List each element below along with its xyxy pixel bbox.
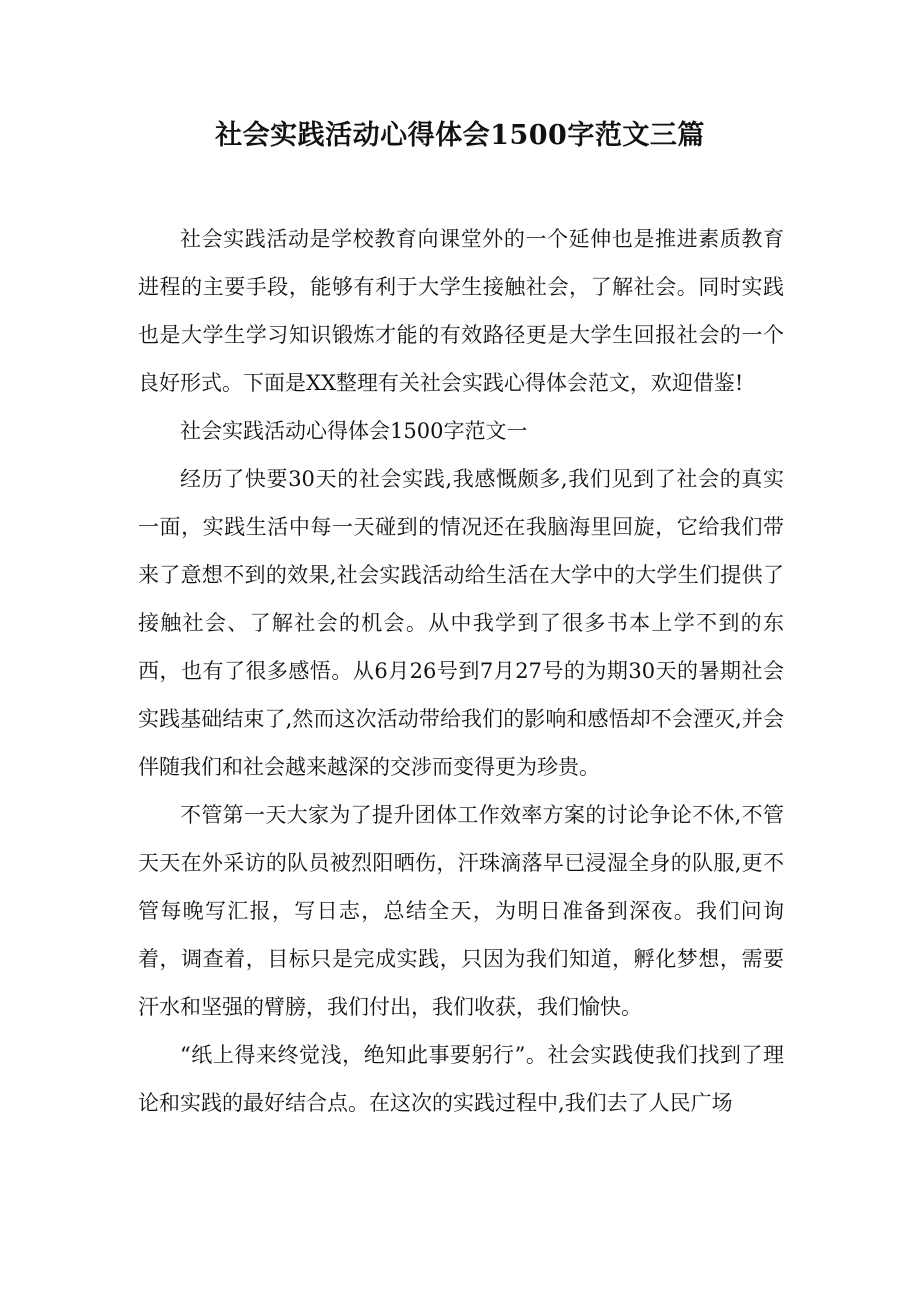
document-body	[138, 215, 784, 1127]
paragraph-quote: “纸上得来终觉浅，绝知此事要躬行”。社会实践使我们找到了理论和实践的最好结合点。在这次的实践过程中,我们去了人民广场	[138, 1043, 784, 1115]
paragraph-intro: 社会实践活动是学校教育向课堂外的一个延伸也是推进素质教育进程的主要手段，能够有利于大学生接触社会，了解社会。同时实践也是大学生学习知识锻炼才能的有效路径更是大学生回报社会的一个良好形式。下面是XX整理有关社会实践心得体会范文，欢迎借鉴!	[138, 227, 784, 395]
paragraph-effort: 不管第一天大家为了提升团体工作效率方案的讨论争论不休,不管天天在外采访的队员被烈阳晒伤，汗珠滴落早已浸湿全身的队服,更不管每晚写汇报，写日志，总结全天，为明日准备到深夜。我们问询着，调查着，目标只是完成实践，只因为我们知道，孵化梦想，需要汗水和坚强的臂膀，我们付出，我们收获，我们愉快。	[138, 803, 784, 1019]
document-title: 社会实践活动心得体会1500字范文三篇	[215, 120, 705, 151]
paragraph-experience: 经历了快要30天的社会实践,我感慨颇多,我们见到了社会的真实一面，实践生活中每一天碰到的情况还在我脑海里回旋，它给我们带来了意想不到的效果,社会实践活动给生活在大学中的大学生们提供了接触社会、了解社会的机会。从中我学到了很多书本上学不到的东西，也有了很多感悟。从6月26号到7月27号的为期30天的暑期社会实践基础结束了,然而这次活动带给我们的影响和感悟却不会湮灭,并会伴随我们和社会越来越深的交涉而变得更为珍贵。	[138, 467, 784, 779]
section-heading-1: 社会实践活动心得体会1500字范文一	[180, 419, 528, 443]
